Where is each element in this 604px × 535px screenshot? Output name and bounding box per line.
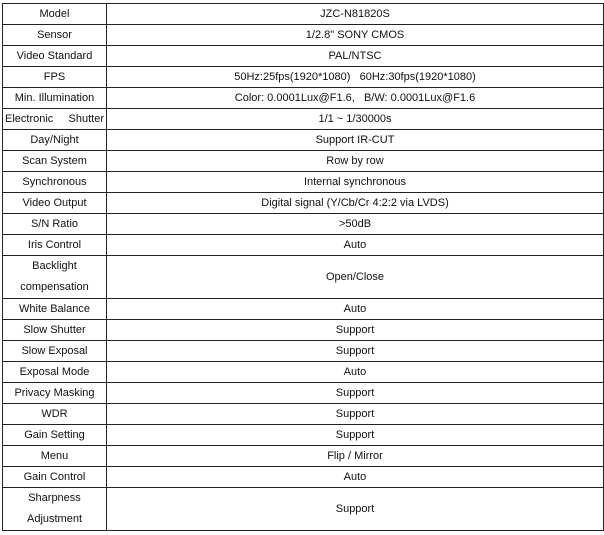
table-row xyxy=(3,299,604,320)
row-label-text: Electronic Shutter xyxy=(5,113,104,125)
row-label: Sensor xyxy=(3,25,107,46)
table-row xyxy=(3,404,604,425)
row-label xyxy=(3,109,107,130)
row-label: Model xyxy=(3,4,107,25)
row-value: Support xyxy=(107,488,604,531)
row-value: Support IR-CUT xyxy=(107,130,604,151)
table-row xyxy=(3,109,604,130)
table-row xyxy=(3,341,604,362)
row-label: Video Standard xyxy=(3,46,107,67)
row-value: Flip / Mirror xyxy=(107,446,604,467)
row-label: Backlight compensation xyxy=(3,256,107,299)
table-row xyxy=(3,467,604,488)
row-value: Open/Close xyxy=(107,256,604,299)
row-label: Slow Exposal xyxy=(3,341,107,362)
table-row xyxy=(3,46,604,67)
row-value: >50dB xyxy=(107,214,604,235)
row-value: 1/1 ~ 1/30000s xyxy=(107,109,604,130)
row-value: JZC-N81820S xyxy=(107,4,604,25)
row-value: Auto xyxy=(107,362,604,383)
row-value: Color: 0.0001Lux@F1.6, B/W: 0.0001Lux@F1.6 xyxy=(107,88,604,109)
row-value: 50Hz:25fps(1920*1080) 60Hz:30fps(1920*1080) xyxy=(107,67,604,88)
row-label: Gain Setting xyxy=(3,425,107,446)
table-row xyxy=(3,446,604,467)
table-row xyxy=(3,235,604,256)
row-value: Support xyxy=(107,404,604,425)
row-label: S/N Ratio xyxy=(3,214,107,235)
row-label: Privacy Masking xyxy=(3,383,107,404)
spec-sheet xyxy=(2,3,603,531)
row-label: FPS xyxy=(3,67,107,88)
row-label: Video Output xyxy=(3,193,107,214)
table-row xyxy=(3,214,604,235)
row-label: Day/Night xyxy=(3,130,107,151)
row-value: Row by row xyxy=(107,151,604,172)
row-label: White Balance xyxy=(3,299,107,320)
row-value: Support xyxy=(107,383,604,404)
row-label: Min. Illumination xyxy=(3,88,107,109)
camera-spec-table xyxy=(2,3,604,531)
row-label: WDR xyxy=(3,404,107,425)
table-row xyxy=(3,193,604,214)
row-value: Auto xyxy=(107,235,604,256)
table-row xyxy=(3,362,604,383)
table-row xyxy=(3,4,604,25)
row-value: Support xyxy=(107,320,604,341)
row-value: Support xyxy=(107,341,604,362)
row-label: Iris Control xyxy=(3,235,107,256)
table-row xyxy=(3,25,604,46)
row-value: Auto xyxy=(107,299,604,320)
row-value: Internal synchronous xyxy=(107,172,604,193)
table-row xyxy=(3,488,604,531)
table-row xyxy=(3,256,604,299)
table-row xyxy=(3,383,604,404)
table-row xyxy=(3,88,604,109)
table-row xyxy=(3,320,604,341)
table-row xyxy=(3,425,604,446)
row-label: Exposal Mode xyxy=(3,362,107,383)
row-label: Slow Shutter xyxy=(3,320,107,341)
table-row xyxy=(3,130,604,151)
table-row xyxy=(3,67,604,88)
row-value: 1/2.8" SONY CMOS xyxy=(107,25,604,46)
row-value: Digital signal (Y/Cb/Cr 4:2:2 via LVDS) xyxy=(107,193,604,214)
row-label: Scan System xyxy=(3,151,107,172)
row-label: Gain Control xyxy=(3,467,107,488)
table-row xyxy=(3,172,604,193)
row-value: Support xyxy=(107,425,604,446)
row-value: Auto xyxy=(107,467,604,488)
row-value: PAL/NTSC xyxy=(107,46,604,67)
row-label: Sharpness Adjustment xyxy=(3,488,107,531)
row-label: Menu xyxy=(3,446,107,467)
row-label: Synchronous xyxy=(3,172,107,193)
table-row xyxy=(3,151,604,172)
